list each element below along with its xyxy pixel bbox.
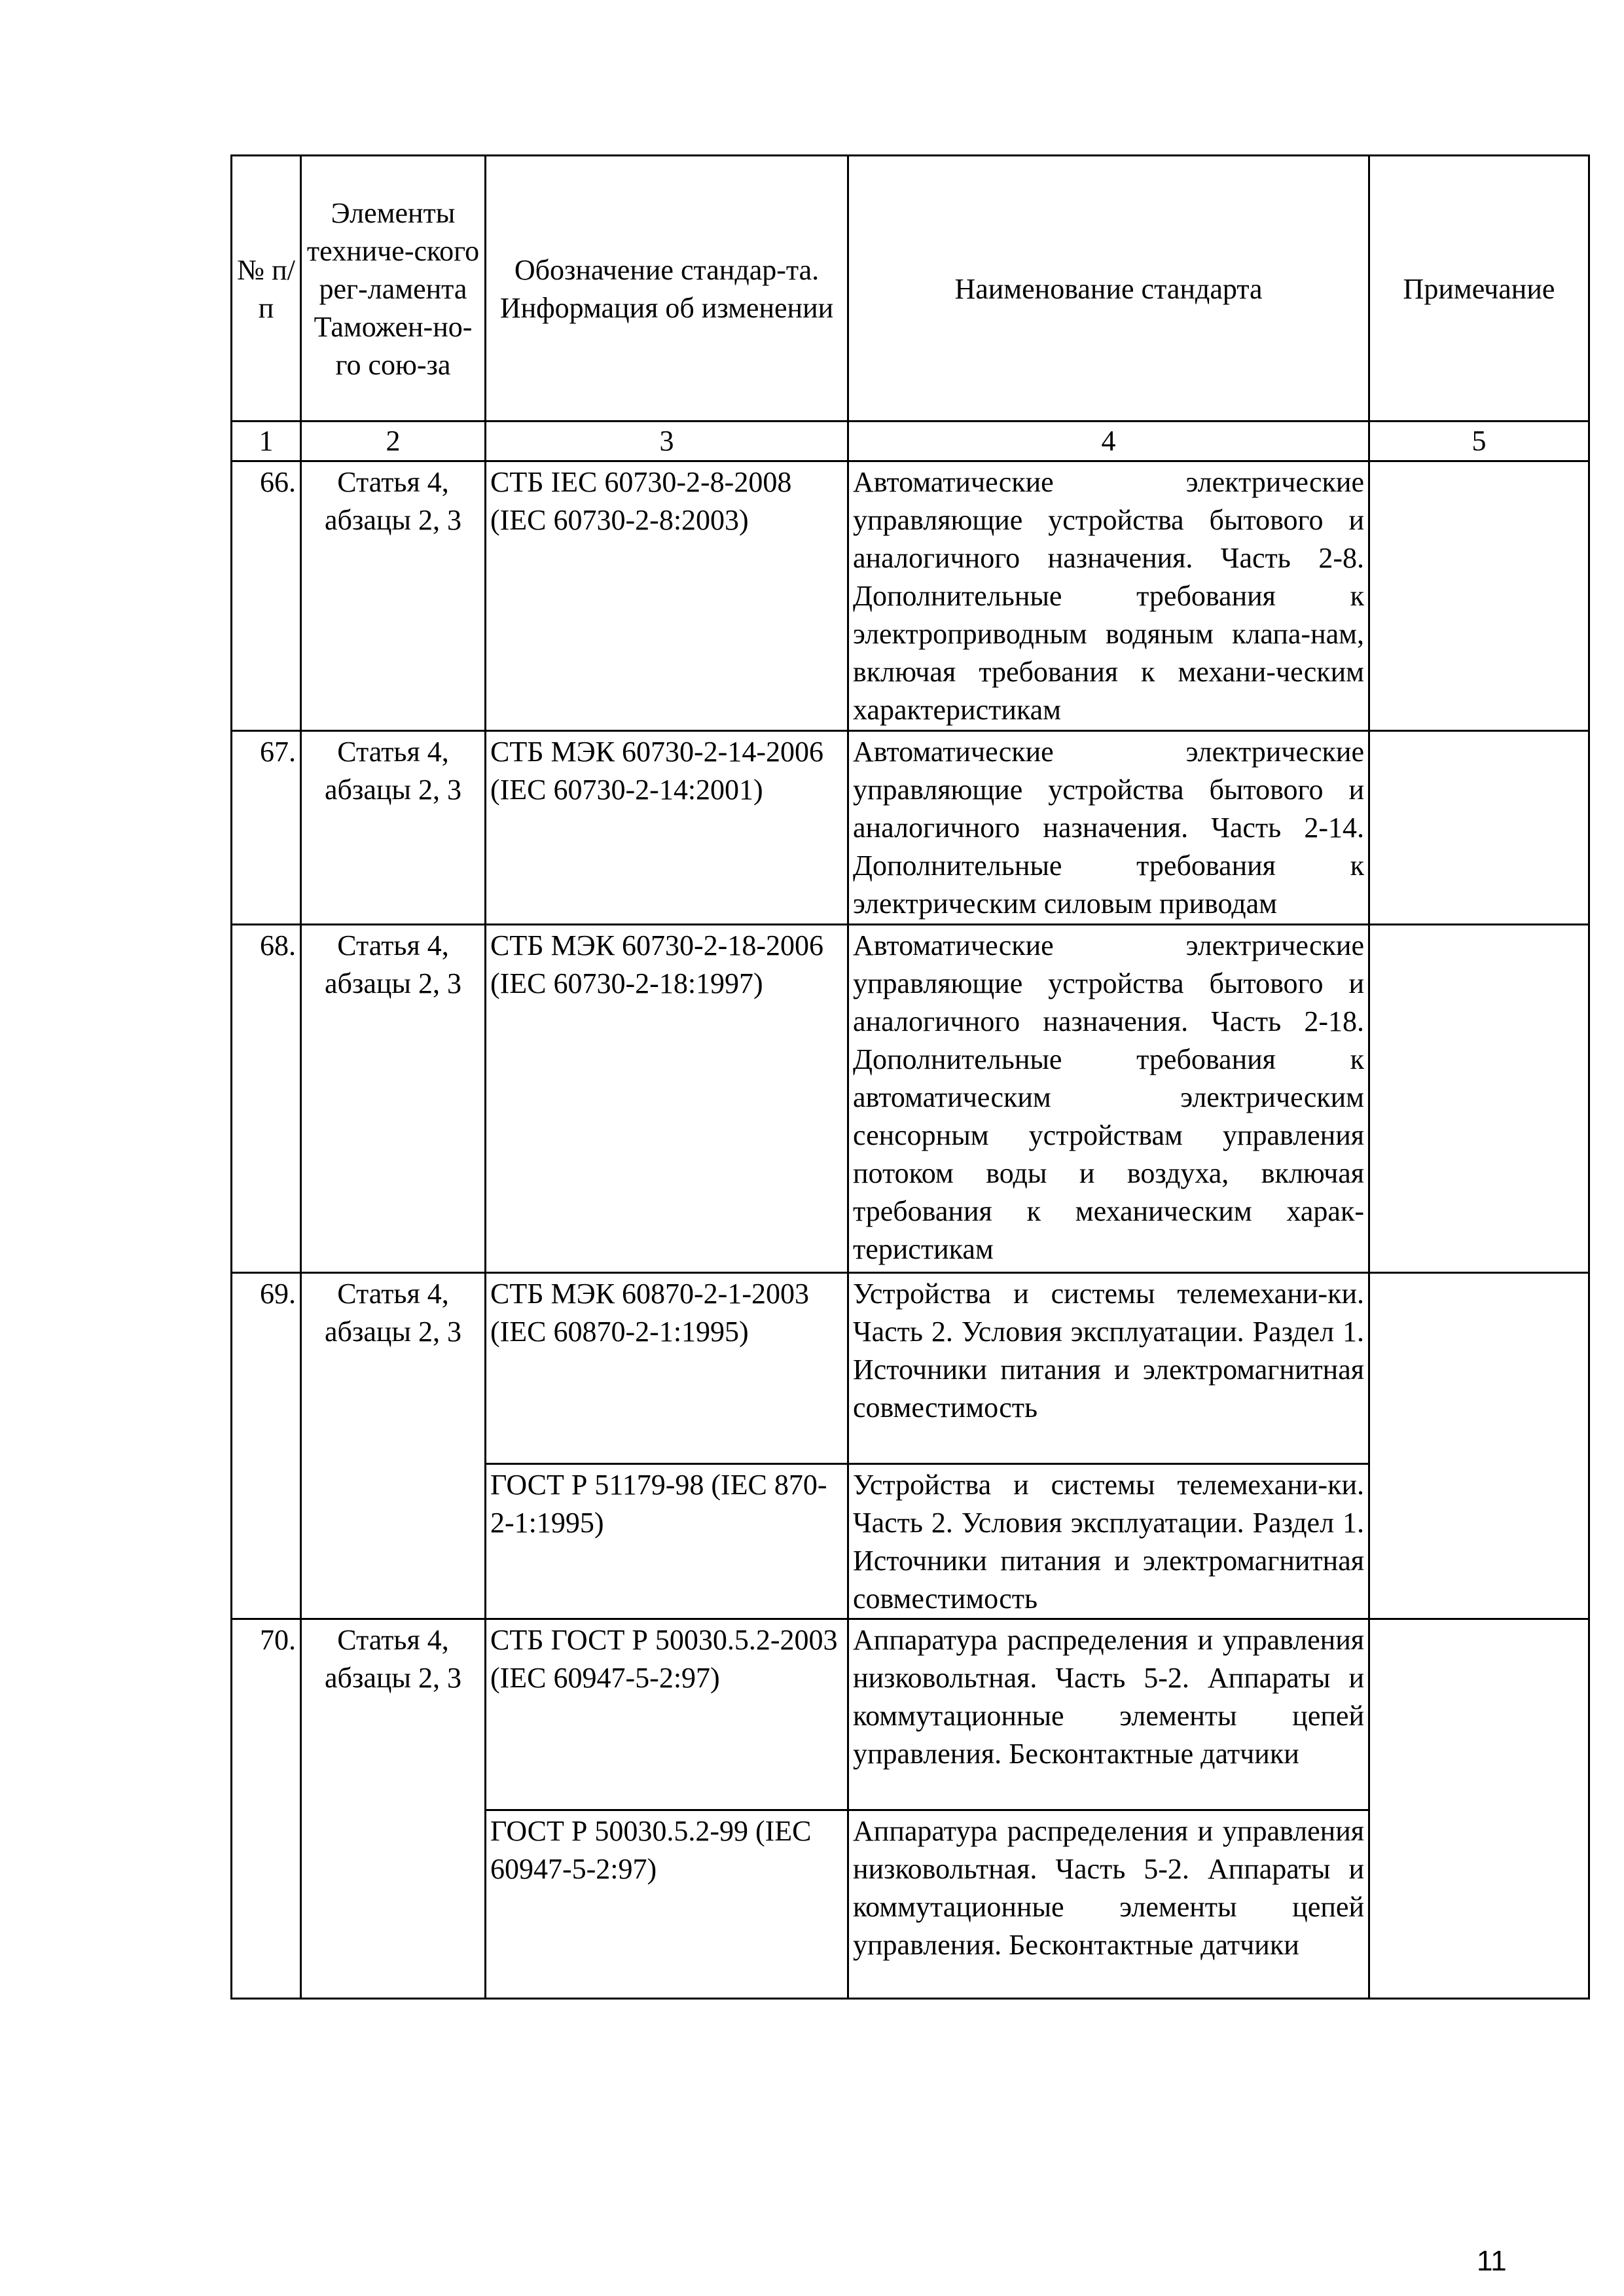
header-note: Примечание — [1369, 156, 1589, 422]
column-number: 5 — [1369, 422, 1589, 461]
table-row — [232, 1273, 1589, 1464]
column-number: 2 — [301, 422, 486, 461]
note — [1369, 731, 1589, 925]
table-row — [232, 461, 1589, 731]
column-number: 3 — [486, 422, 848, 461]
standard-designation: СТБ IEC 60730-2-8-2008 (IEC 60730-2-8:2003) — [486, 461, 848, 731]
standard-name: Аппаратура распределения и управления низковольтная. Часть 5-2. Аппараты и коммутационные элементы цепей управления. Бесконтактные датчики — [848, 1810, 1369, 1999]
header-number: № п/п — [232, 156, 301, 422]
standard-name: Устройства и системы телемехани-ки. Часть 2. Условия эксплуатации. Раздел 1. Источники питания и электромагнитная совместимость — [848, 1273, 1369, 1464]
row-number: 69. — [232, 1273, 301, 1619]
standard-name: Автоматические электрические управляющие устройства бытового и аналогичного назначения. Часть 2-8. Дополнительные требования к электроприводным водяным клапа-нам, включая требования к механи-ческим характеристикам — [848, 461, 1369, 731]
standard-designation: ГОСТ Р 50030.5.2-99 (IEC 60947-5-2:97) — [486, 1810, 848, 1999]
row-number: 70. — [232, 1619, 301, 1999]
standard-name: Автоматические электрические управляющие устройства бытового и аналогичного назначения. Часть 2-14. Дополнительные требования к электрическим силовым приводам — [848, 731, 1369, 925]
standard-name: Устройства и системы телемехани-ки. Часть 2. Условия эксплуатации. Раздел 1. Источники питания и электромагнитная совместимость — [848, 1464, 1369, 1619]
note — [1369, 461, 1589, 731]
header-standard-name: Наименование стандарта — [848, 156, 1369, 422]
column-number-row — [232, 422, 1589, 461]
standard-designation: ГОСТ Р 51179-98 (IEC 870-2-1:1995) — [486, 1464, 848, 1619]
row-number: 67. — [232, 731, 301, 925]
regulation-element: Статья 4, абзацы 2, 3 — [301, 731, 486, 925]
standard-designation: СТБ МЭК 60730-2-14-2006 (IEC 60730-2-14:2001) — [486, 731, 848, 925]
table-row — [232, 731, 1589, 925]
page-number: 11 — [1477, 2245, 1507, 2277]
standard-designation: СТБ МЭК 60870-2-1-2003 (IEC 60870-2-1:1995) — [486, 1273, 848, 1464]
note — [1369, 925, 1589, 1273]
row-number: 68. — [232, 925, 301, 1273]
header-row — [232, 156, 1589, 422]
standard-designation: СТБ МЭК 60730-2-18-2006 (IEC 60730-2-18:1997) — [486, 925, 848, 1273]
regulation-element: Статья 4, абзацы 2, 3 — [301, 925, 486, 1273]
column-number: 1 — [232, 422, 301, 461]
header-designation: Обозначение стандар-та. Информация об изменении — [486, 156, 848, 422]
note — [1369, 1619, 1589, 1999]
regulation-element: Статья 4, абзацы 2, 3 — [301, 1273, 486, 1619]
standard-designation: СТБ ГОСТ Р 50030.5.2-2003 (IEC 60947-5-2:97) — [486, 1619, 848, 1810]
regulation-element: Статья 4, абзацы 2, 3 — [301, 461, 486, 731]
column-number: 4 — [848, 422, 1369, 461]
table-row — [232, 1619, 1589, 1810]
regulation-element: Статья 4, абзацы 2, 3 — [301, 1619, 486, 1999]
header-elements: Элементы техниче-ского рег-ламента Таможен-но-го сою-за — [301, 156, 486, 422]
standard-name: Автоматические электрические управляющие устройства бытового и аналогичного назначения. Часть 2-18. Дополнительные требования к автоматическим электрическим сенсорным устройствам управления потоком воды и воздуха, включая требования к механическим харак-теристикам — [848, 925, 1369, 1273]
note — [1369, 1273, 1589, 1619]
standard-name: Аппаратура распределения и управления низковольтная. Часть 5-2. Аппараты и коммутационные элементы цепей управления. Бесконтактные датчики — [848, 1619, 1369, 1810]
standards-table — [230, 154, 1590, 2000]
row-number: 66. — [232, 461, 301, 731]
table-row — [232, 925, 1589, 1273]
